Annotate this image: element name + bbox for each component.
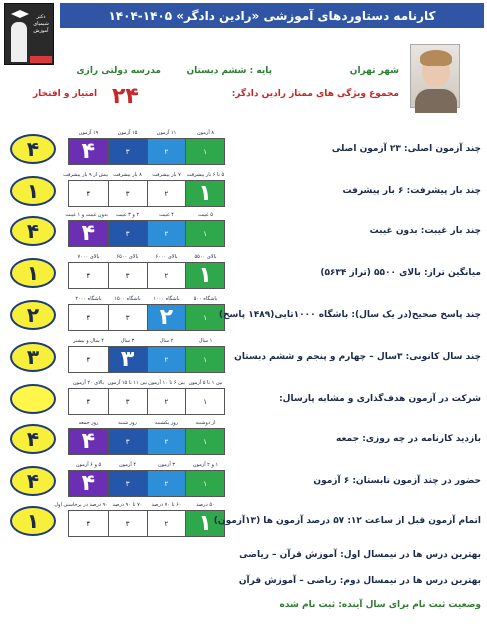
level-scale	[68, 346, 225, 373]
threshold-labels	[68, 254, 225, 262]
logo-tag	[30, 56, 52, 63]
level-cell: ۴	[69, 347, 108, 372]
score-badge: ۲	[10, 300, 56, 330]
achievement-label: چند بار غیبت: بدون غیبت	[369, 226, 481, 236]
score-badge: ۴	[10, 466, 56, 496]
achievement-label: میانگین تراز: بالای ۵۵۰۰ (تراز ۵۶۳۴)	[320, 268, 481, 278]
threshold-label: ۱۹ آزمون	[78, 130, 99, 136]
level-cell: ۴	[69, 181, 108, 206]
level-cell: ۲	[147, 263, 186, 288]
level-cell: ۲	[147, 139, 186, 164]
threshold-label: باشگاه ۱۰۰۰	[153, 296, 180, 302]
threshold-label: ۳ آزمون	[157, 462, 175, 468]
level-cell: ۴	[69, 221, 108, 246]
score-badge: ۴	[10, 424, 56, 454]
threshold-label: روز شنبه	[118, 420, 137, 426]
threshold-label: بین ۶ تا ۱۰ آزمون	[148, 380, 185, 386]
logo-text: دکتر شیمیای آموزش	[33, 14, 49, 34]
threshold-label: بین ۱۱ تا ۱۵ آزمون	[107, 380, 147, 386]
achievement-label: چند پاسخ صحیح(در یک سال): باشگاه ۱۰۰۰تایی(۱۴۸۹ پاسخ)	[218, 310, 481, 320]
achievement-label: حضور در چند آزمون تابستان: ۶ آزمون	[313, 476, 481, 486]
level-cell: ۳	[108, 471, 147, 496]
total-value: ۲۴	[112, 84, 139, 109]
level-cell: ۴	[69, 305, 108, 330]
threshold-label: ۱۵ آزمون	[117, 130, 138, 136]
achievement-label: اتمام آزمون قبل از ساعت ۱۲: ۵۷ درصد آزمون ها (۱۳آزمون)	[213, 516, 481, 526]
threshold-label: ۴ آزمون	[118, 462, 136, 468]
achievement-row	[0, 296, 487, 330]
achievement-row	[0, 420, 487, 454]
threshold-label: باشگاه ۱۵۰۰	[114, 296, 141, 302]
threshold-label: روز جمعه	[78, 420, 99, 426]
threshold-label: بالای ۵۵۰۰	[194, 254, 217, 260]
threshold-label: ۳ سال	[120, 338, 135, 344]
level-cell: ۴	[69, 139, 108, 164]
level-cell: ۱	[185, 429, 224, 454]
level-cell: ۴	[69, 263, 108, 288]
level-cell: ۱	[185, 221, 224, 246]
achievement-label: چند سال کانونی: ۳سال – چهارم و پنجم و ششم دبستان	[234, 352, 481, 362]
threshold-label: ۵۰ درصد	[196, 502, 215, 508]
level-scale	[68, 138, 225, 165]
threshold-labels	[63, 172, 225, 180]
level-cell: ۱	[185, 181, 224, 206]
threshold-label: ۱ و ۲ آزمون	[192, 462, 219, 468]
level-cell: ۳	[108, 347, 147, 372]
level-cell: ۳	[108, 139, 147, 164]
threshold-labels	[68, 420, 225, 428]
level-cell: ۱	[185, 305, 224, 330]
level-cell: ۳	[108, 221, 147, 246]
level-cell: ۲	[147, 389, 186, 414]
threshold-label: ۵ و ۶ آزمون	[75, 462, 102, 468]
level-cell: ۱	[185, 263, 224, 288]
achievement-row	[0, 338, 487, 372]
threshold-label: ۵ غیبت	[198, 212, 213, 218]
level-scale	[68, 262, 225, 289]
threshold-labels	[68, 130, 225, 138]
threshold-label: ۱ سال	[198, 338, 213, 344]
threshold-labels	[68, 462, 225, 470]
threshold-labels	[68, 296, 225, 304]
level-cell: ۴	[69, 389, 108, 414]
score-badge: ۳	[10, 342, 56, 372]
achievement-row	[0, 380, 487, 414]
level-cell: ۲	[147, 429, 186, 454]
threshold-label: بالای ۷۰۰۰	[77, 254, 100, 260]
level-scale	[68, 304, 225, 331]
brand-logo	[4, 3, 54, 65]
level-scale	[68, 428, 225, 455]
registration-status: وضعیت ثبت نام برای سال آینده: ثبت نام شده	[279, 600, 481, 610]
threshold-labels	[65, 212, 225, 220]
threshold-label: ۶۰ تا ۷۰ درصد	[151, 502, 182, 508]
level-cell: ۲	[147, 471, 186, 496]
level-cell: ۱	[185, 389, 224, 414]
threshold-label: ۷ بار پیشرفت	[152, 172, 181, 178]
threshold-labels	[68, 380, 225, 388]
threshold-label: بیش از ۹ بار پیشرفت	[63, 172, 108, 178]
score-badge: ۱	[10, 258, 56, 288]
school-text: مدرسه دولتی رازی	[76, 66, 161, 76]
grade-text: پایه : ششم دبستان	[186, 66, 272, 76]
level-cell: ۱	[185, 347, 224, 372]
achievement-label: بازدید کارنامه در چه روزی: جمعه	[336, 434, 481, 444]
threshold-label: باشگاه ۲۰۰۰	[75, 296, 102, 302]
achievement-row	[0, 462, 487, 496]
score-badge	[10, 384, 56, 414]
level-scale	[68, 220, 225, 247]
threshold-label: ۹۰ درصد در برخاستن اول	[54, 502, 108, 508]
achievement-row	[0, 212, 487, 246]
threshold-label: از دوشنبه	[195, 420, 216, 426]
level-cell: ۴	[69, 471, 108, 496]
total-suffix: امتیاز و افتخار	[33, 89, 98, 99]
threshold-label: ۲ سال	[159, 338, 174, 344]
level-cell: ۲	[147, 347, 186, 372]
achievement-label: شرکت در آزمون هدف‌گذاری و مشابه پارسال:	[279, 394, 481, 404]
level-cell: ۴	[69, 511, 108, 536]
threshold-label: ۵ تا ۶ بار پیشرفت	[186, 172, 225, 178]
achievement-row	[0, 502, 487, 536]
level-scale	[68, 470, 225, 497]
score-badge: ۴	[10, 216, 56, 246]
level-cell: ۱	[185, 471, 224, 496]
level-scale	[68, 510, 225, 537]
level-scale	[68, 180, 225, 207]
threshold-labels	[54, 502, 225, 510]
level-cell: ۳	[108, 305, 147, 330]
city-text: شهر تهران	[349, 66, 399, 76]
threshold-label: ۱۱ آزمون	[156, 130, 177, 136]
level-cell: ۲	[147, 221, 186, 246]
level-cell: ۳	[108, 511, 147, 536]
level-cell: ۲	[147, 181, 186, 206]
achievement-label: چند آزمون اصلی: ۲۳ آزمون اصلی	[331, 144, 481, 154]
level-cell: ۳	[108, 263, 147, 288]
achievement-row	[0, 254, 487, 288]
level-cell: ۱	[185, 139, 224, 164]
teacher-figure-icon	[11, 22, 27, 62]
level-cell: ۱	[185, 511, 224, 536]
threshold-label: بالای ۲۰ آزمون	[73, 380, 104, 386]
threshold-label: روز یکشنبه	[154, 420, 179, 426]
score-badge: ۱	[10, 176, 56, 206]
threshold-label: ۷۰ تا ۹۰ درصد	[112, 502, 143, 508]
threshold-label: ۴ غیبت	[159, 212, 174, 218]
level-cell: ۳	[108, 389, 147, 414]
threshold-label: ۴ سال و بیشتر	[73, 338, 104, 344]
threshold-label: بالای ۶۰۰۰	[155, 254, 178, 260]
best-lessons-second: بهترین درس ها در نیمسال دوم: ریاضی – آموزش قرآن	[238, 576, 481, 586]
achievement-label: چند بار پیشرفت: ۶ بار پیشرفت	[342, 186, 481, 196]
level-cell: ۴	[69, 429, 108, 454]
threshold-labels	[68, 338, 225, 346]
score-badge: ۱	[10, 506, 56, 536]
threshold-label: بالای ۶۵۰۰	[116, 254, 139, 260]
threshold-label: ۲ و ۳ غیبت	[115, 212, 140, 218]
threshold-label: باشگاه ۵۰۰	[193, 296, 218, 302]
graduation-cap-icon	[11, 10, 29, 20]
level-scale	[68, 388, 225, 415]
level-cell: ۳	[108, 181, 147, 206]
threshold-label: بدون غیبت و ۱ غیبت	[65, 212, 108, 218]
level-cell: ۲	[147, 511, 186, 536]
level-cell: ۲	[147, 305, 186, 330]
threshold-label: ۸ آزمون	[196, 130, 214, 136]
achievement-row	[0, 130, 487, 164]
best-lessons-first: بهترین درس ها در نیمسال اول: آموزش قرآن – ریاضی	[239, 550, 481, 560]
student-photo	[410, 44, 460, 108]
report-title: کارنامه دستاوردهای آموزشی «رادین دادگر» ۱۴۰۵-۱۴۰۴	[60, 3, 484, 28]
threshold-label: ۸ بار پیشرفت	[113, 172, 142, 178]
achievement-row	[0, 172, 487, 206]
total-label: مجموع ویژگی های ممتاز رادین دادگر:	[231, 89, 399, 99]
threshold-label: بین ۱ تا ۵ آزمون	[188, 380, 223, 386]
level-cell: ۳	[108, 429, 147, 454]
score-badge: ۴	[10, 134, 56, 164]
